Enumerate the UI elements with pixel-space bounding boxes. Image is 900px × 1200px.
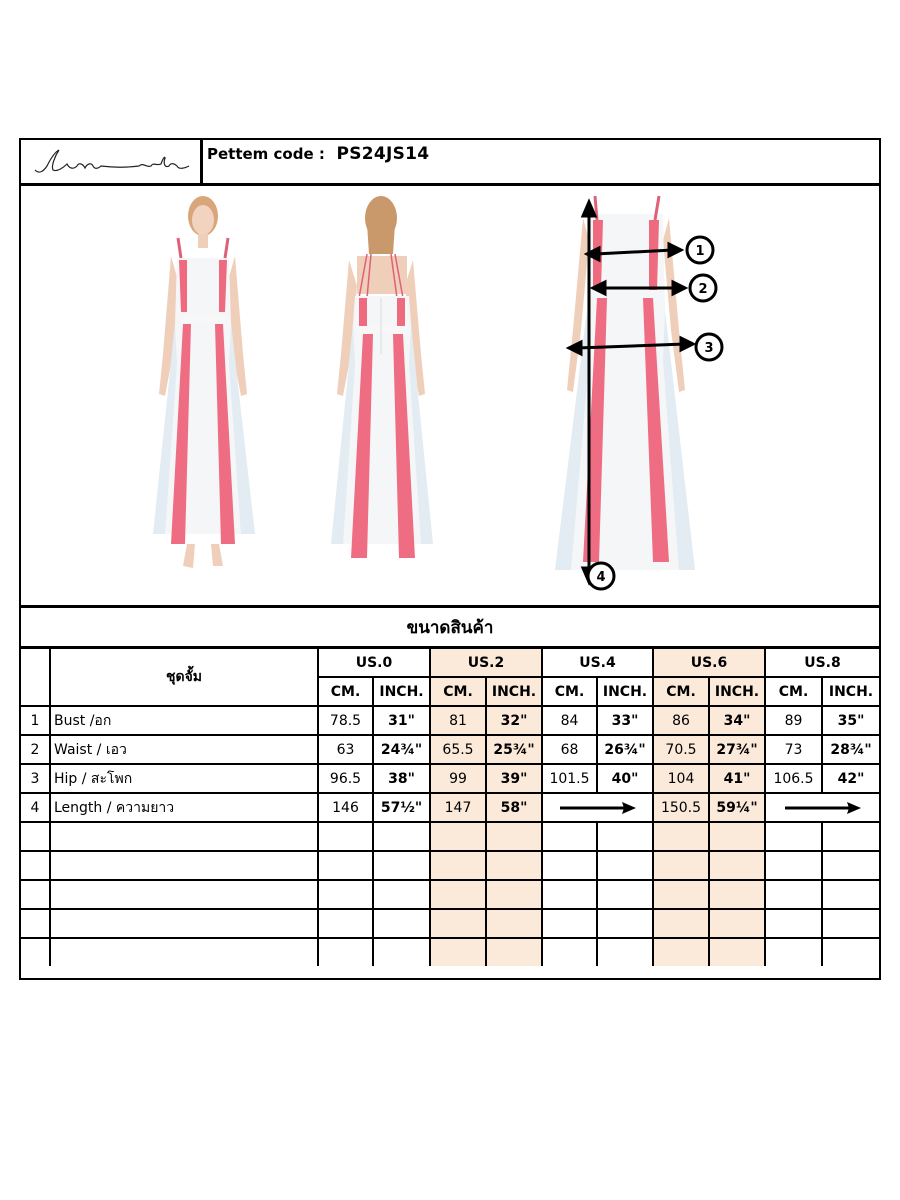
marker-1: 1 — [695, 244, 705, 259]
unit-cm: CM. — [653, 677, 709, 706]
measurement-guide-figure — [549, 190, 729, 598]
cm-value: 63 — [318, 735, 373, 764]
index-header — [21, 649, 50, 706]
cm-value: 68 — [542, 735, 597, 764]
cm-value: 104 — [653, 764, 709, 793]
inch-value: 57½" — [373, 793, 430, 822]
unit-cm: CM. — [430, 677, 486, 706]
cm-value: 99 — [430, 764, 486, 793]
back-view-figure — [323, 194, 441, 576]
inch-value: 41" — [709, 764, 765, 793]
cm-value: 81 — [430, 706, 486, 735]
cm-value: 96.5 — [318, 764, 373, 793]
front-view-figure — [143, 194, 261, 576]
inch-value: 58" — [486, 793, 542, 822]
inch-value: 24¾" — [373, 735, 430, 764]
cm-value: 89 — [765, 706, 822, 735]
inch-value: 33" — [597, 706, 653, 735]
product-photos — [21, 186, 879, 608]
row-label: Waist / เอว — [50, 735, 318, 764]
size-header-us0: US.0 — [318, 649, 430, 677]
cm-value: 70.5 — [653, 735, 709, 764]
table-row-waist — [21, 735, 879, 764]
marker-2: 2 — [698, 282, 708, 297]
cm-value: 73 — [765, 735, 822, 764]
inch-value: 32" — [486, 706, 542, 735]
cm-value: 146 — [318, 793, 373, 822]
inch-value: 34" — [709, 706, 765, 735]
pattern-code-value: PS24JS14 — [336, 144, 430, 164]
inch-value: 42" — [822, 764, 879, 793]
size-header-us2: US.2 — [430, 649, 542, 677]
marker-4: 4 — [596, 570, 606, 585]
garment-label: ชุดจั้ม — [50, 649, 318, 706]
size-table-title: ขนาดสินค้า — [21, 608, 879, 649]
table-row-empty — [21, 909, 879, 938]
inch-value: 31" — [373, 706, 430, 735]
size-header-us6: US.6 — [653, 649, 765, 677]
cm-value: 147 — [430, 793, 486, 822]
unit-cm: CM. — [765, 677, 822, 706]
unit-inch: INCH. — [486, 677, 542, 706]
unit-cm: CM. — [318, 677, 373, 706]
inch-value: 25¾" — [486, 735, 542, 764]
marker-3: 3 — [704, 341, 714, 356]
table-row-empty — [21, 822, 879, 851]
table-row-bust — [21, 706, 879, 735]
pattern-code-label: Pettem code : — [207, 145, 325, 163]
table-row-empty — [21, 880, 879, 909]
cm-value: 101.5 — [542, 764, 597, 793]
signature-logo-icon — [29, 146, 195, 178]
inch-value: 59¼" — [709, 793, 765, 822]
cm-value: 106.5 — [765, 764, 822, 793]
unit-inch: INCH. — [822, 677, 879, 706]
unit-inch: INCH. — [373, 677, 430, 706]
row-number: 4 — [21, 793, 50, 822]
row-label: Length / ความยาว — [50, 793, 318, 822]
row-number: 1 — [21, 706, 50, 735]
pattern-code — [207, 144, 429, 164]
unit-inch: INCH. — [597, 677, 653, 706]
brand-logo — [21, 140, 203, 183]
inch-value: 38" — [373, 764, 430, 793]
cm-value: 65.5 — [430, 735, 486, 764]
inch-value: 39" — [486, 764, 542, 793]
inch-value: 40" — [597, 764, 653, 793]
row-label: Hip / สะโพก — [50, 764, 318, 793]
size-header-us8: US.8 — [765, 649, 879, 677]
unit-cm: CM. — [542, 677, 597, 706]
size-chart-sheet — [19, 138, 881, 980]
same-as-next-arrow — [542, 793, 653, 822]
table-row-hip — [21, 764, 879, 793]
row-number: 2 — [21, 735, 50, 764]
cm-value: 84 — [542, 706, 597, 735]
unit-inch: INCH. — [709, 677, 765, 706]
sheet-header — [21, 140, 879, 186]
cm-value: 78.5 — [318, 706, 373, 735]
right-arrow-icon — [558, 801, 638, 815]
inch-value: 27¾" — [709, 735, 765, 764]
table-row-empty — [21, 938, 879, 966]
row-label: Bust /อก — [50, 706, 318, 735]
size-header-us4: US.4 — [542, 649, 653, 677]
size-header-row — [21, 649, 879, 677]
table-row-empty — [21, 851, 879, 880]
row-number: 3 — [21, 764, 50, 793]
inch-value: 35" — [822, 706, 879, 735]
inch-value: 28¾" — [822, 735, 879, 764]
same-as-next-arrow — [765, 793, 879, 822]
cm-value: 86 — [653, 706, 709, 735]
table-row-length — [21, 793, 879, 822]
inch-value: 26¾" — [597, 735, 653, 764]
cm-value: 150.5 — [653, 793, 709, 822]
size-table — [21, 649, 879, 966]
right-arrow-icon — [783, 801, 863, 815]
